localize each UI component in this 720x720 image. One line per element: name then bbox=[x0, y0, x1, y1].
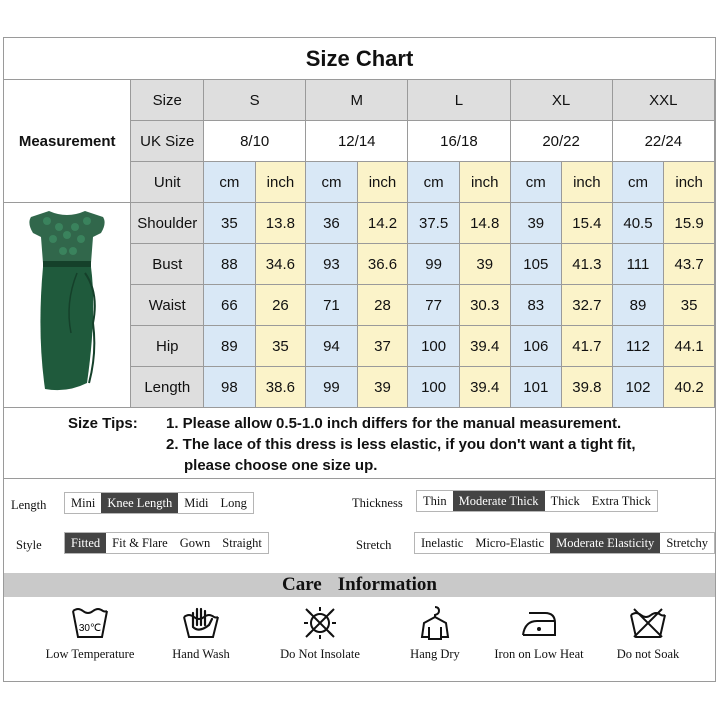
uk-size-value: 20/22 bbox=[510, 121, 612, 162]
length-option: Long bbox=[220, 495, 247, 510]
unit-cm-header: cm bbox=[204, 162, 255, 203]
care-title-word-2: Information bbox=[337, 574, 437, 595]
measurement-value: 111 bbox=[612, 244, 664, 285]
style-option-group bbox=[64, 532, 269, 554]
measurement-label: Measurement bbox=[4, 80, 131, 203]
size-table bbox=[4, 79, 715, 408]
care-item bbox=[40, 605, 140, 662]
measurement-value: 99 bbox=[306, 367, 357, 408]
hand-wash-icon bbox=[181, 605, 221, 641]
measurement-value: 89 bbox=[612, 285, 664, 326]
thickness-option: Thick bbox=[550, 493, 580, 508]
size-tip-1: 1. Please allow 0.5-1.0 inch differs for the manual measurement. bbox=[166, 415, 622, 432]
measurement-value: 15.4 bbox=[562, 203, 613, 244]
stretch-options bbox=[414, 532, 715, 554]
thickness-options bbox=[416, 490, 658, 512]
size-tip-2-continued: please choose one size up. bbox=[184, 457, 378, 474]
measurement-value: 35 bbox=[664, 285, 715, 326]
measurement-value: 37 bbox=[357, 326, 408, 367]
measurement-value: 100 bbox=[408, 367, 460, 408]
care-label: Hang Dry bbox=[410, 647, 460, 661]
measurement-value: 100 bbox=[408, 326, 460, 367]
unit-cm-header: cm bbox=[306, 162, 357, 203]
stretch-option: Inelastic bbox=[421, 535, 464, 550]
measurement-value: 35 bbox=[255, 326, 306, 367]
measurement-value: 28 bbox=[357, 285, 408, 326]
size-tips-label: Size Tips: bbox=[68, 415, 138, 432]
measurement-value: 39 bbox=[459, 244, 510, 285]
measurement-value: 35 bbox=[204, 203, 255, 244]
size-header: XL bbox=[510, 80, 612, 121]
unit-inch-header: inch bbox=[459, 162, 510, 203]
do-not-sun-dry-icon bbox=[300, 605, 340, 641]
style-option: Gown bbox=[179, 535, 211, 550]
measurement-value: 112 bbox=[612, 326, 664, 367]
measurement-value: 94 bbox=[306, 326, 357, 367]
measurement-label: Waist bbox=[131, 285, 204, 326]
measurement-value: 39 bbox=[510, 203, 562, 244]
measurement-value: 44.1 bbox=[664, 326, 715, 367]
measurement-label: Length bbox=[131, 367, 204, 408]
measurement-value: 39 bbox=[357, 367, 408, 408]
measurement-value: 13.8 bbox=[255, 203, 306, 244]
chart-title: Size Chart bbox=[4, 38, 715, 80]
unit-inch-header: inch bbox=[255, 162, 306, 203]
measurement-value: 77 bbox=[408, 285, 460, 326]
stretch-option: Moderate Elasticity bbox=[550, 533, 660, 553]
unit-inch-header: inch bbox=[664, 162, 715, 203]
measurement-value: 89 bbox=[204, 326, 255, 367]
do-not-soak-icon bbox=[628, 605, 668, 641]
size-header: XXL bbox=[612, 80, 714, 121]
length-option: Knee Length bbox=[101, 493, 178, 513]
green-lace-dress-illustration bbox=[7, 203, 127, 403]
measurement-label: Bust bbox=[131, 244, 204, 285]
measurement-value: 30.3 bbox=[459, 285, 510, 326]
attributes-panel bbox=[4, 479, 715, 574]
thickness-label: Thickness bbox=[352, 496, 403, 510]
wash-30c-icon bbox=[70, 605, 110, 641]
measurement-value: 41.7 bbox=[562, 326, 613, 367]
uk-size-value: 16/18 bbox=[408, 121, 510, 162]
style-options bbox=[64, 532, 269, 554]
measurement-value: 93 bbox=[306, 244, 357, 285]
measurement-value: 14.2 bbox=[357, 203, 408, 244]
measurement-value: 101 bbox=[510, 367, 562, 408]
care-label: Do not Soak bbox=[616, 647, 680, 661]
iron-low-icon bbox=[519, 605, 559, 641]
care-label: Hand Wash bbox=[172, 647, 230, 661]
measurement-value: 15.9 bbox=[664, 203, 715, 244]
measurement-value: 14.8 bbox=[459, 203, 510, 244]
stretch-label: Stretch bbox=[356, 538, 392, 552]
svg-text:30℃: 30℃ bbox=[78, 623, 102, 634]
unit-row-label: Unit bbox=[131, 162, 204, 203]
unit-cm-header: cm bbox=[510, 162, 562, 203]
style-option: Straight bbox=[222, 535, 262, 550]
stretch-option: Micro-Elastic bbox=[475, 535, 545, 550]
care-item bbox=[270, 605, 370, 662]
thickness-option-group bbox=[416, 490, 658, 512]
measurement-value: 26 bbox=[255, 285, 306, 326]
care-information-header bbox=[4, 573, 715, 597]
size-row bbox=[4, 80, 715, 121]
measurement-value: 39.4 bbox=[459, 367, 510, 408]
size-header: M bbox=[306, 80, 408, 121]
care-title-word-1: Care bbox=[282, 574, 322, 595]
measurement-value: 71 bbox=[306, 285, 357, 326]
measurement-value: 99 bbox=[408, 244, 460, 285]
measurement-value: 34.6 bbox=[255, 244, 306, 285]
measurement-value: 83 bbox=[510, 285, 562, 326]
measurement-row-shoulder bbox=[4, 203, 715, 244]
measurement-label: Shoulder bbox=[131, 203, 204, 244]
style-option: Fit & Flare bbox=[112, 535, 168, 550]
size-tip-2: 2. The lace of this dress is less elastic, if you don't want a tight fit, bbox=[166, 436, 636, 453]
measurement-value: 39.4 bbox=[459, 326, 510, 367]
unit-cm-header: cm bbox=[612, 162, 664, 203]
care-item bbox=[385, 605, 485, 662]
measurement-value: 102 bbox=[612, 367, 664, 408]
uk-size-value: 22/24 bbox=[612, 121, 714, 162]
thickness-option: Thin bbox=[423, 493, 447, 508]
thickness-option: Moderate Thick bbox=[453, 491, 545, 511]
unit-inch-header: inch bbox=[357, 162, 408, 203]
care-item bbox=[151, 605, 251, 662]
measurement-value: 37.5 bbox=[408, 203, 460, 244]
care-item bbox=[489, 605, 589, 662]
hang-dry-icon bbox=[415, 605, 455, 641]
measurement-label: Hip bbox=[131, 326, 204, 367]
uk-size-value: 12/14 bbox=[306, 121, 408, 162]
measurement-value: 98 bbox=[204, 367, 255, 408]
measurement-value: 105 bbox=[510, 244, 562, 285]
care-label: Iron on Low Heat bbox=[494, 647, 584, 661]
stretch-option: Stretchy bbox=[666, 535, 708, 550]
care-icons bbox=[4, 597, 715, 681]
style-option: Fitted bbox=[65, 533, 106, 553]
style-label: Style bbox=[16, 538, 42, 552]
unit-cm-header: cm bbox=[408, 162, 460, 203]
length-option-group bbox=[64, 492, 254, 514]
length-options bbox=[64, 492, 254, 514]
measurement-value: 36 bbox=[306, 203, 357, 244]
measurement-value: 88 bbox=[204, 244, 255, 285]
measurement-value: 41.3 bbox=[562, 244, 613, 285]
length-option: Midi bbox=[184, 495, 209, 510]
care-item bbox=[598, 605, 698, 662]
measurement-value: 39.8 bbox=[562, 367, 613, 408]
measurement-value: 66 bbox=[204, 285, 255, 326]
uk-size-value: 8/10 bbox=[204, 121, 306, 162]
unit-inch-header: inch bbox=[562, 162, 613, 203]
measurement-value: 40.2 bbox=[664, 367, 715, 408]
stretch-option-group bbox=[414, 532, 715, 554]
length-option: Mini bbox=[71, 495, 96, 510]
uk-size-row-label: UK Size bbox=[131, 121, 204, 162]
thickness-option: Extra Thick bbox=[591, 493, 651, 508]
size-header: L bbox=[408, 80, 510, 121]
size-chart-frame bbox=[3, 37, 716, 682]
dress-image bbox=[4, 203, 131, 408]
measurement-value: 43.7 bbox=[664, 244, 715, 285]
measurement-value: 106 bbox=[510, 326, 562, 367]
measurement-value: 36.6 bbox=[357, 244, 408, 285]
size-header: S bbox=[204, 80, 306, 121]
care-label: Do Not Insolate bbox=[280, 647, 360, 661]
measurement-value: 38.6 bbox=[255, 367, 306, 408]
size-tips bbox=[4, 409, 715, 479]
care-label: Low Temperature bbox=[45, 647, 135, 661]
measurement-value: 32.7 bbox=[562, 285, 613, 326]
measurement-value: 40.5 bbox=[612, 203, 664, 244]
length-label: Length bbox=[11, 498, 47, 512]
size-row-label: Size bbox=[131, 80, 204, 121]
